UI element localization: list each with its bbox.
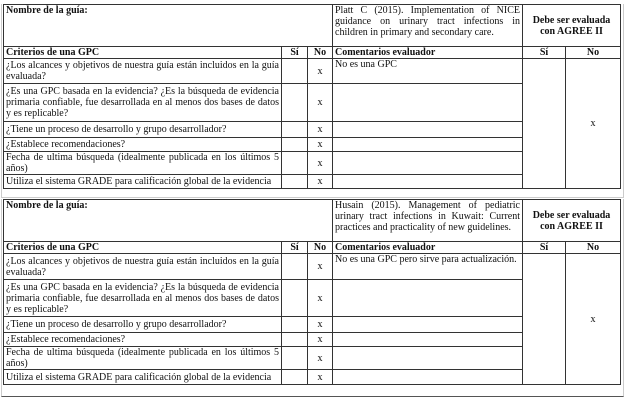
criterion-cell: ¿Tiene un proceso de desarrollo y grupo desarrollador? bbox=[4, 317, 282, 333]
agree-no-header: No bbox=[566, 47, 621, 59]
comment-cell bbox=[333, 122, 523, 138]
comments-header: Comentarios evaluador bbox=[333, 242, 523, 254]
criterion-cell: ¿Los alcances y objetivos de nuestra guía están incluidos en la guía evaluada? bbox=[4, 59, 282, 84]
comment-cell bbox=[333, 370, 523, 385]
no-cell: x bbox=[308, 347, 333, 370]
comment-cell bbox=[333, 175, 523, 189]
criterion-cell: Fecha de ultima búsqueda (idealmente publicada en los últimos 5 años) bbox=[4, 347, 282, 370]
comment-cell bbox=[333, 152, 523, 175]
si-cell bbox=[282, 317, 308, 333]
si-cell bbox=[282, 175, 308, 189]
comments-header: Comentarios evaluador bbox=[333, 47, 523, 59]
si-cell bbox=[282, 370, 308, 385]
si-cell bbox=[282, 122, 308, 138]
criterion-cell: Utiliza el sistema GRADE para calificación global de la evidencia bbox=[4, 370, 282, 385]
si-cell bbox=[282, 254, 308, 280]
criterion-cell: ¿Es una GPC basada en la evidencia? ¿Es la búsqueda de evidencia primaria confiable, fue desarrollada en al menos dos bases de datos y es replicable? bbox=[4, 280, 282, 317]
comment-cell bbox=[333, 317, 523, 333]
si-cell bbox=[282, 347, 308, 370]
agree-header: Debe ser evaluada con AGREE II bbox=[523, 200, 621, 242]
guide-name-label: Nombre de la guía: bbox=[4, 200, 333, 242]
no-cell: x bbox=[308, 333, 333, 347]
si-cell bbox=[282, 152, 308, 175]
criteria-header: Criterios de una GPC bbox=[4, 47, 282, 59]
si-header: Sí bbox=[282, 242, 308, 254]
no-cell: x bbox=[308, 59, 333, 84]
comment-cell bbox=[333, 280, 523, 317]
si-cell bbox=[282, 333, 308, 347]
comment-cell bbox=[333, 347, 523, 370]
criterion-cell: ¿Tiene un proceso de desarrollo y grupo desarrollador? bbox=[4, 122, 282, 138]
criterion-cell: Fecha de ultima búsqueda (idealmente publicada en los últimos 5 años) bbox=[4, 152, 282, 175]
comment-cell bbox=[333, 138, 523, 152]
si-cell bbox=[282, 138, 308, 152]
table-row bbox=[4, 59, 621, 84]
agree-no-cell: x bbox=[566, 254, 621, 385]
criteria-header: Criterios de una GPC bbox=[4, 242, 282, 254]
guide-table-1 bbox=[3, 4, 621, 189]
no-cell: x bbox=[308, 370, 333, 385]
comment-cell bbox=[333, 333, 523, 347]
no-header: No bbox=[308, 47, 333, 59]
no-header: No bbox=[308, 242, 333, 254]
comment-cell bbox=[333, 84, 523, 122]
guide-name-label: Nombre de la guía: bbox=[4, 5, 333, 47]
no-cell: x bbox=[308, 280, 333, 317]
agree-si-cell bbox=[523, 59, 566, 189]
guide-table-2 bbox=[3, 199, 621, 385]
no-cell: x bbox=[308, 254, 333, 280]
table-row bbox=[4, 254, 621, 280]
si-cell bbox=[282, 280, 308, 317]
agree-no-header: No bbox=[566, 242, 621, 254]
criterion-cell: ¿Los alcances y objetivos de nuestra guía están incluidos en la guía evaluada? bbox=[4, 254, 282, 280]
no-cell: x bbox=[308, 138, 333, 152]
no-cell: x bbox=[308, 84, 333, 122]
agree-header: Debe ser evaluada con AGREE II bbox=[523, 5, 621, 47]
si-header: Sí bbox=[282, 47, 308, 59]
si-cell bbox=[282, 59, 308, 84]
no-cell: x bbox=[308, 317, 333, 333]
no-cell: x bbox=[308, 152, 333, 175]
no-cell: x bbox=[308, 122, 333, 138]
comment-cell: No es una GPC bbox=[333, 59, 523, 84]
comment-cell: No es una GPC pero sirve para actualización. bbox=[333, 254, 523, 280]
agree-si-cell bbox=[523, 254, 566, 385]
criterion-cell: ¿Establece recomendaciones? bbox=[4, 138, 282, 152]
guide-name-value: Platt C (2015). Implementation of NICE guidance on urinary tract infections in children in primary and secondary care. bbox=[333, 5, 523, 47]
criterion-cell: ¿Establece recomendaciones? bbox=[4, 333, 282, 347]
agree-si-header: Sí bbox=[523, 47, 566, 59]
guide-name-value: Husain (2015). Management of pediatric urinary tract infections in Kuwait: Current practices and practicality of new guidelines. bbox=[333, 200, 523, 242]
criterion-cell: ¿Es una GPC basada en la evidencia? ¿Es la búsqueda de evidencia primaria confiable, fue desarrollada en al menos dos bases de datos y es replicable? bbox=[4, 84, 282, 122]
no-cell: x bbox=[308, 175, 333, 189]
si-cell bbox=[282, 84, 308, 122]
agree-si-header: Sí bbox=[523, 242, 566, 254]
criterion-cell: Utiliza el sistema GRADE para calificación global de la evidencia bbox=[4, 175, 282, 189]
agree-no-cell: x bbox=[566, 59, 621, 189]
